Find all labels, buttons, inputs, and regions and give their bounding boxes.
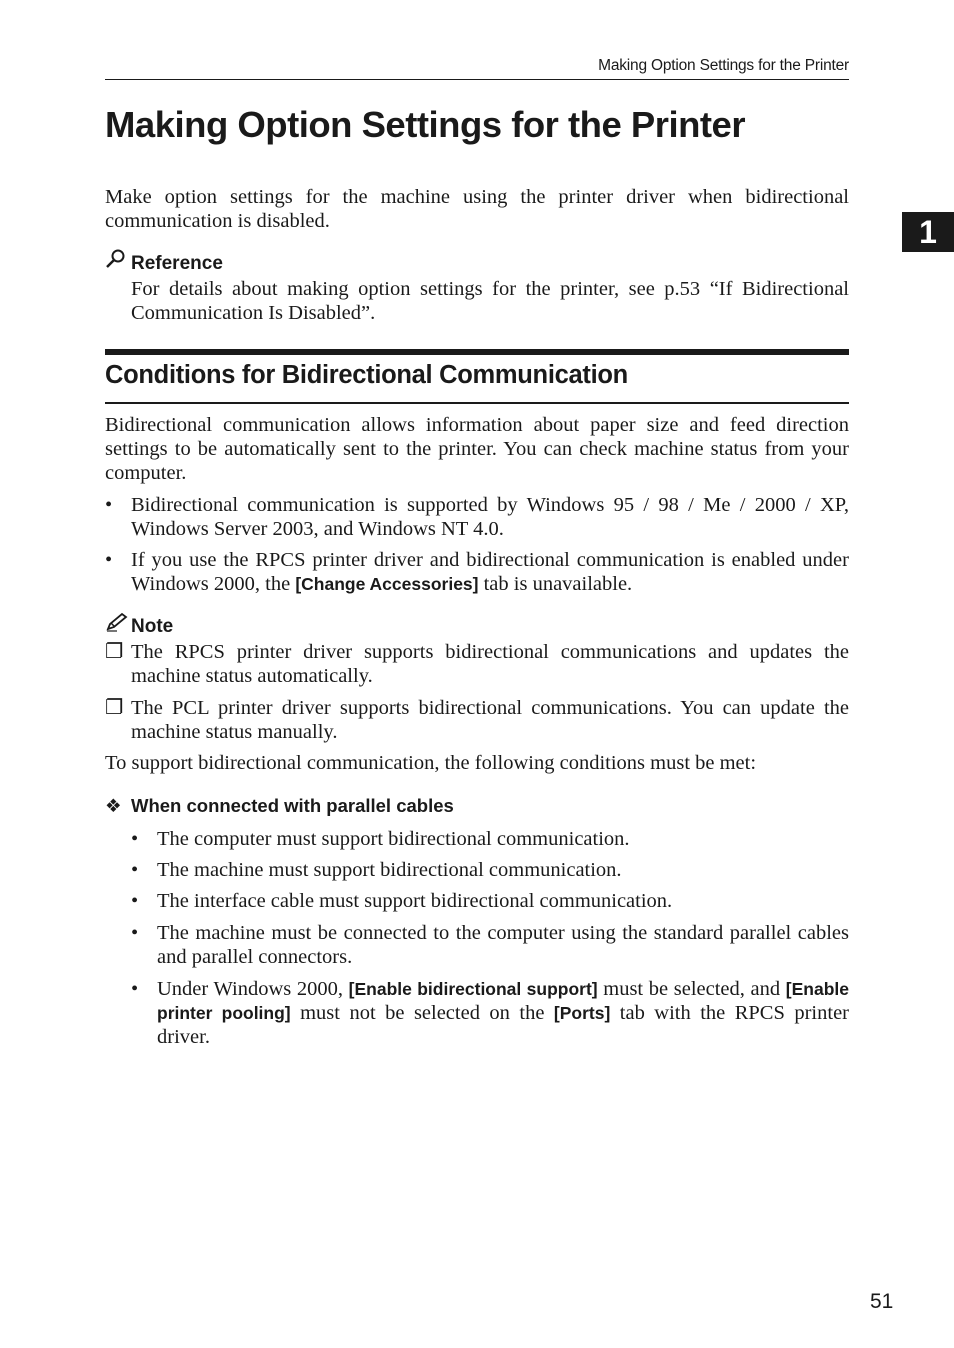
reference-text: For details about making option settings for the printer, see p.53 “If Bidirectional Communication Is Disabled”.	[131, 278, 849, 324]
running-head: Making Option Settings for the Printer	[105, 57, 849, 80]
bullet-text: The interface cable must support bidirectional communication.	[157, 890, 673, 912]
page-title: Making Option Settings for the Printer	[105, 104, 746, 145]
list-item	[131, 827, 849, 851]
section-rule-bottom	[105, 402, 849, 404]
section-rule-top	[105, 349, 849, 355]
list-item	[105, 548, 849, 596]
ui-keyword: [Ports]	[553, 1003, 611, 1023]
parallel-heading-text: When connected with parallel cables	[131, 795, 454, 816]
note-label: Note	[131, 616, 174, 637]
ui-keyword: [Enable bidirectional support]	[348, 979, 598, 999]
parallel-heading	[105, 795, 454, 817]
bullet: •	[131, 828, 139, 850]
chapter-tab: 1	[902, 212, 954, 252]
bullet: •	[105, 494, 113, 516]
list-item	[105, 640, 849, 688]
bullet: •	[131, 890, 139, 912]
list-item	[105, 493, 849, 541]
page-number: 51	[870, 1290, 894, 1313]
note-heading	[105, 612, 173, 639]
bullet-text: The machine must be connected to the computer using the standard parallel cables and parallel connectors.	[157, 922, 849, 968]
bullet-text: Bidirectional communication is supported by Windows 95 / 98 / Me / 2000 / XP, Windows Server 2003, and Windows NT 4.0.	[131, 494, 849, 540]
pencil-icon	[105, 612, 131, 638]
reference-label: Reference	[131, 253, 223, 274]
intro-paragraph: Make option settings for the machine using the printer driver when bidirectional communication is disabled.	[105, 186, 849, 232]
bullet: •	[105, 549, 113, 571]
list-item	[131, 921, 849, 969]
bullet: •	[131, 922, 139, 944]
magnifier-icon	[105, 249, 131, 275]
list-item	[131, 858, 849, 882]
note-text: The RPCS printer driver supports bidirectional communications and updates the machine status automatically.	[131, 641, 849, 687]
bullet-text: The machine must support bidirectional communication.	[157, 859, 622, 881]
diamond-icon: ❖	[105, 795, 122, 816]
section-title: Conditions for Bidirectional Communication	[105, 361, 628, 389]
bullet-text: The computer must support bidirectional communication.	[157, 828, 630, 850]
bullet: •	[131, 978, 139, 1000]
bullet-text: If you use the RPCS printer driver and bidirectional communication is enabled under Windows 2000, the [Change Accessories] tab is unavailable.	[131, 549, 849, 595]
ui-keyword: [Change Accessories]	[295, 574, 479, 594]
conditions-intro: To support bidirectional communication, the following conditions must be met:	[105, 752, 757, 774]
list-item	[131, 889, 849, 913]
note-text: The PCL printer driver supports bidirectional communications. You can update the machine status manually.	[131, 697, 849, 743]
reference-heading	[105, 249, 223, 276]
list-item	[131, 977, 849, 1049]
section-paragraph: Bidirectional communication allows information about paper size and feed direction settings to be automatically sent to the printer. You can check machine status from your computer.	[105, 414, 849, 484]
list-item	[105, 696, 849, 744]
checkbox-icon: ❐	[105, 697, 124, 719]
bullet-text: Under Windows 2000, [Enable bidirectional support] must be selected, and [Enable printer pooling] must not be selected on the [Ports] tab with the RPCS printer driver.	[157, 978, 849, 1048]
checkbox-icon: ❐	[105, 641, 124, 663]
ui-keyword: [Enable printer pooling]	[157, 979, 849, 1023]
bullet: •	[131, 859, 139, 881]
